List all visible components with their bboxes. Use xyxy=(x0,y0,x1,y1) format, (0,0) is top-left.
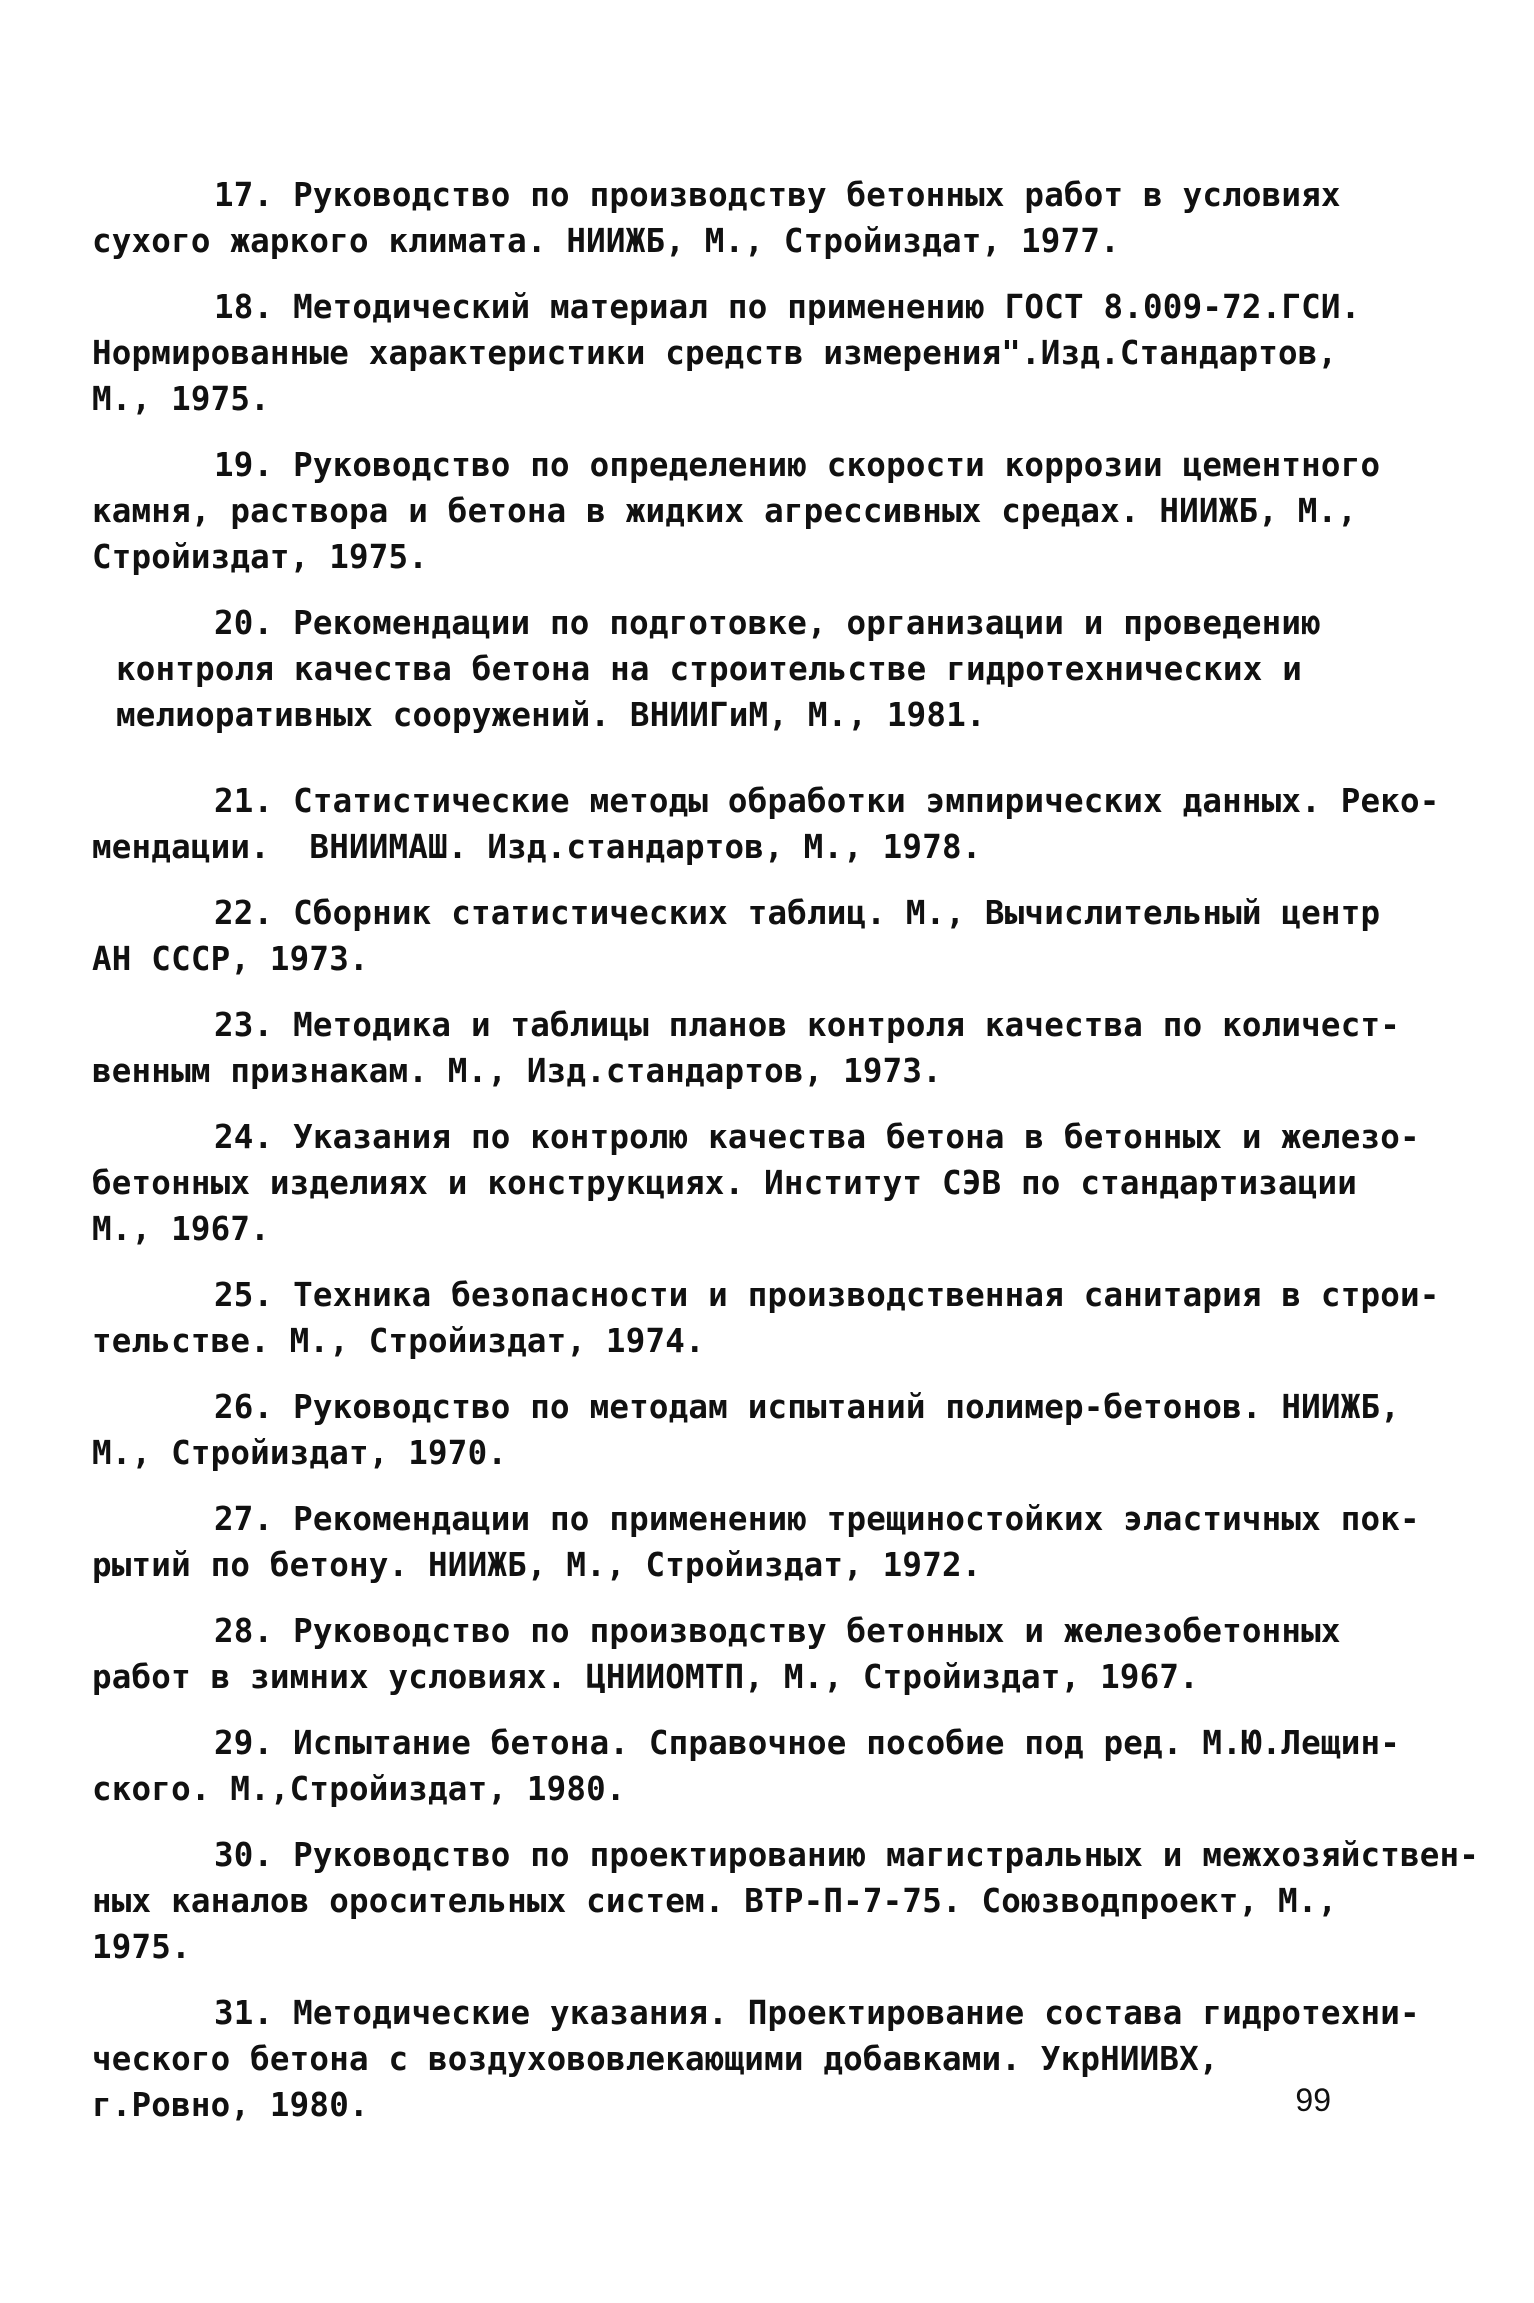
reference-line: 29. Испытание бетона. Справочное пособие под ред. М.Ю.Лещин- xyxy=(214,1724,1400,1762)
reference-line: работ в зимних условиях. ЦНИИОМТП, М., Стройиздат, 1967. xyxy=(92,1658,1199,1696)
reference-19 xyxy=(92,442,1442,580)
reference-line: венным признакам. М., Изд.стандартов, 1973. xyxy=(92,1052,942,1090)
reference-line: ных каналов оросительных систем. ВТР-П-7-75. Союзводпроект, М., xyxy=(92,1882,1338,1920)
reference-line: М., 1967. xyxy=(92,1210,270,1248)
reference-18 xyxy=(92,284,1442,422)
reference-line: ческого бетона с воздухововлекающими добавками. УкрНИИВХ, xyxy=(92,2040,1219,2078)
reference-25 xyxy=(92,1272,1442,1364)
reference-line: мелиоративных сооружений. ВНИИГиМ, М., 1981. xyxy=(116,696,986,734)
reference-line: 19. Руководство по определению скорости коррозии цементного xyxy=(214,446,1381,484)
reference-line: 1975. xyxy=(92,1928,191,1966)
reference-line: 25. Техника безопасности и производственная санитария в строи- xyxy=(214,1276,1440,1314)
reference-line: АН СССР, 1973. xyxy=(92,940,369,978)
reference-28 xyxy=(92,1608,1442,1700)
reference-line: 30. Руководство по проектированию магистральных и межхозяйствен- xyxy=(214,1836,1480,1874)
reference-27 xyxy=(92,1496,1442,1588)
reference-line: Нормированные характеристики средств измерения".Изд.Стандартов, xyxy=(92,334,1338,372)
reference-line: мендации. ВНИИМАШ. Изд.стандартов, М., 1978. xyxy=(92,828,982,866)
reference-line: М., 1975. xyxy=(92,380,270,418)
reference-21 xyxy=(92,778,1442,870)
reference-line: ского. М.,Стройиздат, 1980. xyxy=(92,1770,626,1808)
reference-30 xyxy=(92,1832,1480,1970)
reference-line: 23. Методика и таблицы планов контроля качества по количест- xyxy=(214,1006,1400,1044)
reference-line: сухого жаркого климата. НИИЖБ, М., Стройиздат, 1977. xyxy=(92,222,1120,260)
reference-line: рытий по бетону. НИИЖБ, М., Стройиздат, 1972. xyxy=(92,1546,982,1584)
reference-24 xyxy=(92,1114,1442,1252)
reference-line: 31. Методические указания. Проектирование состава гидротехни- xyxy=(214,1994,1420,2032)
reference-line: 22. Сборник статистических таблиц. М., Вычислительный центр xyxy=(214,894,1381,932)
reference-line: Стройиздат, 1975. xyxy=(92,538,429,576)
reference-line: 28. Руководство по производству бетонных и железобетонных xyxy=(214,1612,1341,1650)
reference-line: 27. Рекомендации по применению трещиностойких эластичных пок- xyxy=(214,1500,1420,1538)
reference-20 xyxy=(92,600,1442,738)
reference-line: контроля качества бетона на строительстве гидротехнических и xyxy=(116,650,1302,688)
reference-line: камня, раствора и бетона в жидких агрессивных средах. НИИЖБ, М., xyxy=(92,492,1358,530)
reference-line: 20. Рекомендации по подготовке, организации и проведению xyxy=(214,604,1321,642)
reference-line: 21. Статистические методы обработки эмпирических данных. Реко- xyxy=(214,782,1440,820)
page-number: 99 xyxy=(1295,2082,1331,2118)
reference-31 xyxy=(92,1990,1442,2128)
reference-line: 18. Методический материал по применению ГОСТ 8.009-72.ГСИ. xyxy=(214,288,1361,326)
reference-list xyxy=(92,172,1480,2148)
reference-23 xyxy=(92,1002,1442,1094)
reference-26 xyxy=(92,1384,1442,1476)
reference-22 xyxy=(92,890,1442,982)
reference-line: 26. Руководство по методам испытаний полимер-бетонов. НИИЖБ, xyxy=(214,1388,1400,1426)
reference-29 xyxy=(92,1720,1442,1812)
reference-line: 17. Руководство по производству бетонных работ в условиях xyxy=(214,176,1341,214)
reference-line: М., Стройиздат, 1970. xyxy=(92,1434,508,1472)
reference-line: г.Ровно, 1980. xyxy=(92,2086,369,2124)
reference-17 xyxy=(92,172,1442,264)
reference-line: бетонных изделиях и конструкциях. Институт СЭВ по стандартизации xyxy=(92,1164,1358,1202)
reference-line: тельстве. М., Стройиздат, 1974. xyxy=(92,1322,705,1360)
reference-line: 24. Указания по контролю качества бетона в бетонных и железо- xyxy=(214,1118,1420,1156)
